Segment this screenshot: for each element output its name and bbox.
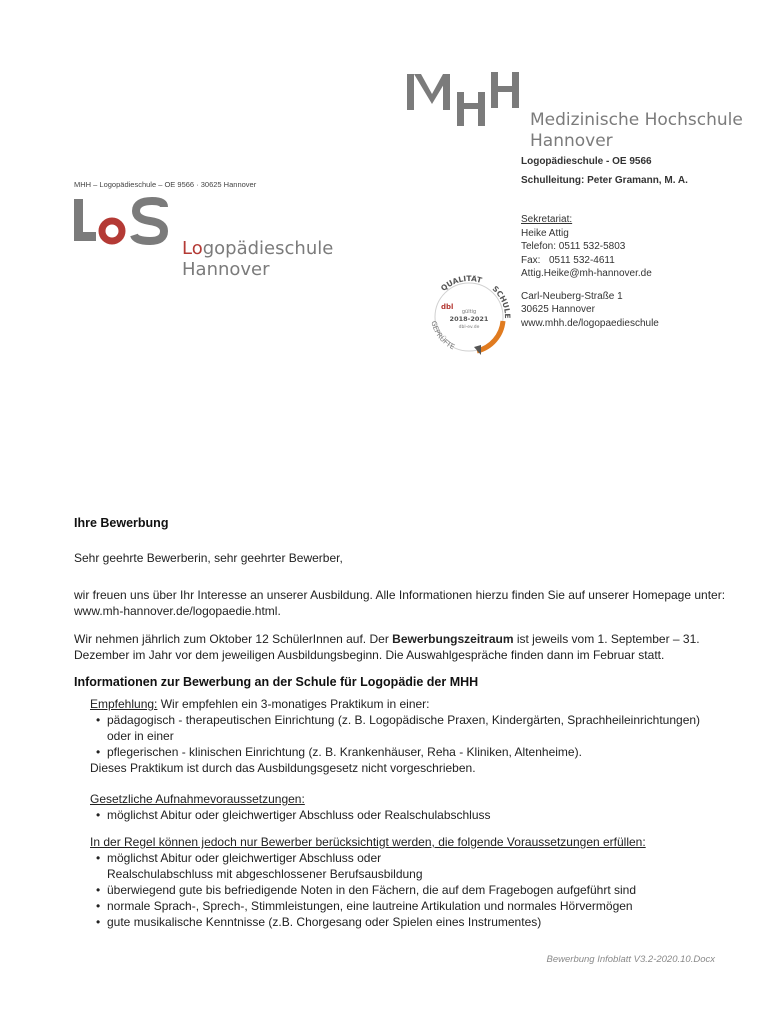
- homepage-link[interactable]: www.mh-hannover.de/logopaedie.html.: [74, 604, 281, 618]
- list-item: • möglichst Abitur oder gleichwertiger Abschluss oder Realschulabschluss: [93, 807, 710, 823]
- los-name-rest: gopädieschule: [202, 238, 334, 259]
- legal-list: [93, 807, 710, 823]
- para2-line2: Dezember im Jahr vor dem jeweiligen Ausbildungsbeginn. Die Auswahlgespräche finden dann im Februar statt.: [74, 648, 665, 662]
- contact-street: Carl-Neuberg-Straße 1: [521, 290, 623, 302]
- mhh-logo-mark: [405, 70, 521, 128]
- los-name-lo: Lo: [182, 238, 203, 259]
- seal-brand: dbl: [441, 303, 454, 311]
- recommendation-text: Wir empfehlen ein 3-monatiges Praktikum in einer:: [157, 697, 430, 711]
- contact-block: [521, 213, 659, 330]
- para2-pre: Wir nehmen jährlich zum Oktober 12 SchülerInnen auf. Der: [74, 632, 393, 646]
- recommendation-note: Dieses Praktikum ist durch das Ausbildungsgesetz nicht vorgeschrieben.: [90, 761, 476, 775]
- list-item: • überwiegend gute bis befriedigende Noten in den Fächern, die auf dem Fragebogen aufgeführt sind: [93, 882, 613, 898]
- mhh-name: [530, 110, 743, 152]
- list-item: • pflegerischen - klinischen Einrichtung (z. B. Krankenhäuser, Reha - Kliniken, Altenheime).: [93, 744, 710, 760]
- quality-seal-icon: [419, 275, 519, 355]
- seal-arc-right: SCHULE: [490, 284, 513, 319]
- head-line: Schulleitung: Peter Gramann, M. A.: [521, 175, 688, 186]
- salutation: Sehr geehrte Bewerberin, sehr geehrter Bewerber,: [74, 551, 343, 565]
- recommendation-label: Empfehlung:: [90, 697, 158, 711]
- los-logo: [72, 197, 172, 247]
- contact-name: Heike Attig: [521, 227, 569, 239]
- list-item: • möglichst Abitur oder gleichwertiger Abschluss oder Realschulabschluss mit abgeschlossener Berufsausbildung: [93, 850, 477, 882]
- fax-number: 0511 532-4611: [549, 254, 615, 266]
- subject-heading: Ihre Bewerbung: [74, 516, 169, 530]
- contact-email: Attig.Heike@mh-hannover.de: [521, 268, 652, 279]
- seal-period: 2018-2021: [449, 315, 489, 323]
- return-address: MHH – Logopädieschule – OE 9566 · 30625 Hannover: [74, 180, 257, 189]
- rule-section: [90, 834, 710, 930]
- seal-valid-label: gültig: [461, 309, 477, 315]
- paragraph-period: [74, 631, 734, 663]
- legal-label: Gesetzliche Aufnahmevoraussetzungen:: [90, 792, 305, 806]
- los-name-line2: Hannover: [182, 259, 270, 280]
- department-line: Logopädieschule - OE 9566: [521, 156, 652, 167]
- contact-web: www.mhh.de/logopaedieschule: [521, 317, 659, 329]
- footer-filename: Bewerbung Infoblatt V3.2-2020.10.Docx: [546, 954, 715, 965]
- mhh-name-line2: Hannover: [530, 131, 613, 151]
- recommendation-list: [93, 712, 710, 760]
- secretariat-label: Sekretariat:: [521, 214, 573, 225]
- rule-label: In der Regel können jedoch nur Bewerber berücksichtigt werden, die folgende Voraussetzungen erfüllen:: [90, 835, 646, 849]
- legal-section: [90, 791, 710, 823]
- recommendation-section: [90, 696, 710, 776]
- seal-arc-bottom: GEPRÜFTE: [429, 320, 456, 352]
- info-heading: Informationen zur Bewerbung an der Schule für Logopädie der MHH: [74, 675, 479, 689]
- mhh-name-line1: Medizinische Hochschule: [530, 110, 743, 130]
- quality-seal: [419, 275, 519, 355]
- para2-post: ist jeweils vom 1. September – 31.: [513, 632, 700, 646]
- contact-city: 30625 Hannover: [521, 304, 595, 315]
- fax-label: Fax:: [521, 254, 541, 266]
- los-logo-mark: [72, 197, 172, 247]
- los-name: [182, 238, 333, 280]
- seal-site: dbl-ev.de: [458, 325, 480, 330]
- list-item: • normale Sprach-, Sprech-, Stimmleistungen, eine lautreine Artikulation und normales Hörvermögen: [93, 898, 613, 914]
- para2-bold: Bewerbungszeitraum: [392, 632, 514, 646]
- mhh-logo: [405, 70, 521, 128]
- contact-phone: Telefon: 0511 532-5803: [521, 241, 626, 252]
- paragraph-homepage: [74, 587, 734, 619]
- svg-text:GEPRÜFTE: [429, 320, 455, 351]
- list-item: • gute musikalische Kenntnisse (z.B. Chorgesang oder Spielen eines Instrumentes): [93, 914, 613, 930]
- paragraph-homepage-line1: wir freuen uns über Ihr Interesse an unserer Ausbildung. Alle Informationen hierzu finden Sie auf unserer Homepage unter:: [74, 588, 726, 602]
- seal-arc-top: QUALITÄT: [438, 275, 483, 293]
- list-item: • pädagogisch - therapeutischen Einrichtung (z. B. Logopädische Praxen, Kindergärten, Sprachheileinrichtungen) oder in einer: [93, 712, 710, 744]
- rule-list: [93, 850, 637, 930]
